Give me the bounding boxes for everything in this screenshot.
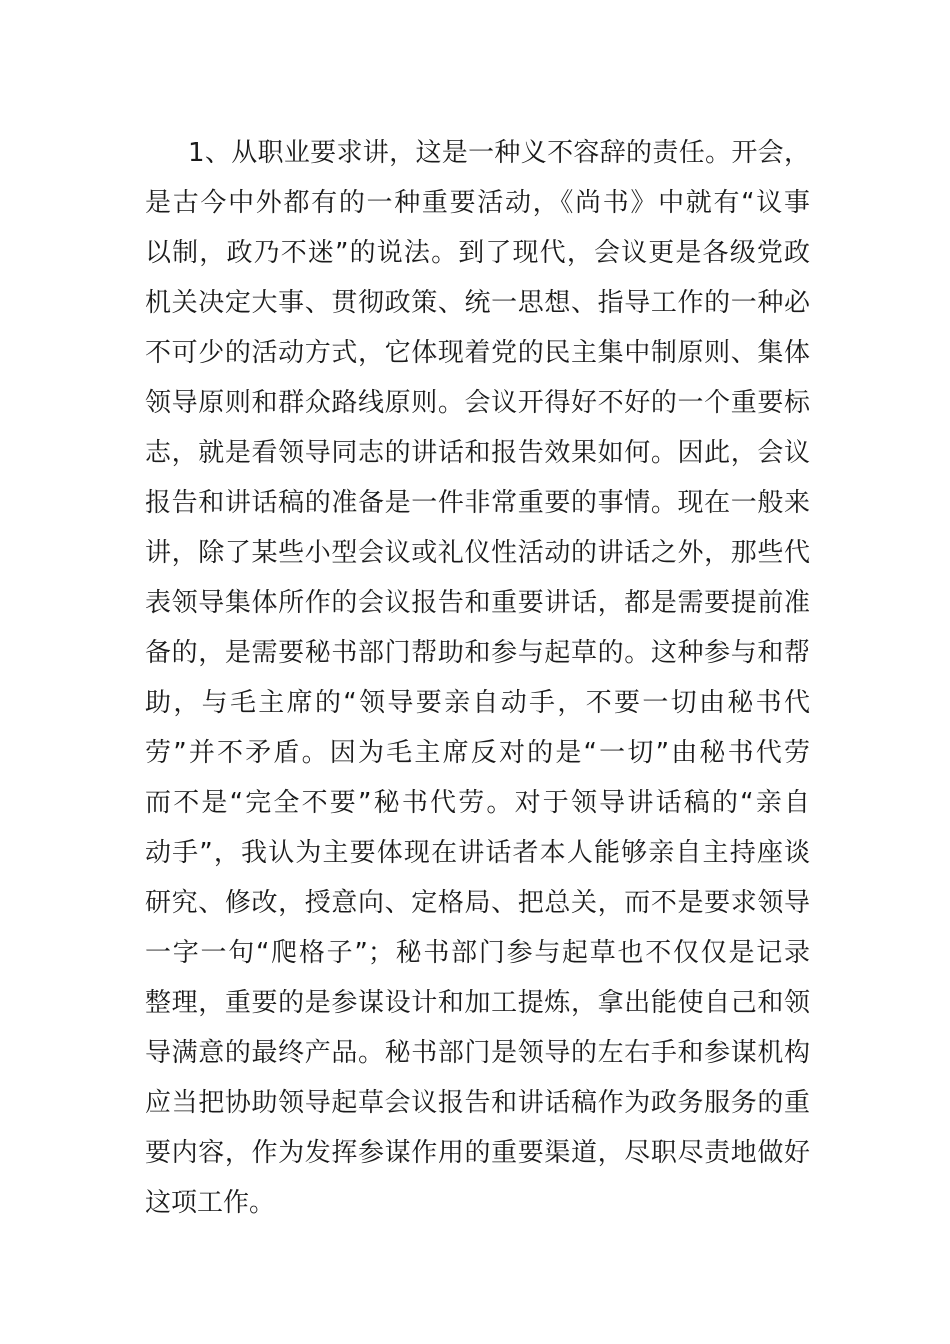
paragraph-line: 整理，重要的是参谋设计和加工提炼，拿出能使自己和领	[145, 988, 810, 1018]
paragraph-line: 备的，是需要秘书部门帮助和参与起草的。这种参与和帮	[145, 638, 810, 668]
paragraph-line: 动手”，我认为主要体现在讲话者本人能够亲自主持座谈	[145, 838, 810, 868]
paragraph-line: 一字一句“爬格子”；秘书部门参与起草也不仅仅是记录	[145, 938, 810, 968]
paragraph-line: 这项工作。	[145, 1188, 276, 1218]
paragraph-line: 是古今中外都有的一种重要活动，《尚书》中就有“议事	[145, 188, 810, 218]
paragraph-line: 机关决定大事、贯彻政策、统一思想、指导工作的一种必	[145, 288, 810, 318]
paragraph-line: 导满意的最终产品。秘书部门是领导的左右手和参谋机构	[145, 1038, 810, 1068]
paragraph-line: 志，就是看领导同志的讲话和报告效果如何。因此，会议	[145, 438, 810, 468]
paragraph-line: 领导原则和群众路线原则。会议开得好不好的一个重要标	[145, 388, 810, 418]
paragraph-line: 1、从职业要求讲，这是一种义不容辞的责任。开会，	[188, 138, 810, 168]
body-paragraph	[145, 128, 810, 1228]
paragraph-line: 报告和讲话稿的准备是一件非常重要的事情。现在一般来	[145, 488, 810, 518]
paragraph-line: 研究、修改，授意向、定格局、把总关，而不是要求领导	[145, 888, 810, 918]
paragraph-line: 应当把协助领导起草会议报告和讲话稿作为政务服务的重	[145, 1088, 810, 1118]
paragraph-line: 讲，除了某些小型会议或礼仪性活动的讲话之外，那些代	[145, 538, 810, 568]
paragraph-line: 劳”并不矛盾。因为毛主席反对的是“一切”由秘书代劳	[145, 738, 810, 768]
paragraph-line: 表领导集体所作的会议报告和重要讲话，都是需要提前准	[145, 588, 810, 618]
paragraph-line: 助，与毛主席的“领导要亲自动手，不要一切由秘书代	[145, 688, 810, 718]
paragraph-line: 要内容，作为发挥参谋作用的重要渠道，尽职尽责地做好	[145, 1138, 810, 1168]
paragraph-line: 而不是“完全不要”秘书代劳。对于领导讲话稿的“亲自	[145, 788, 810, 818]
paragraph-line: 不可少的活动方式，它体现着党的民主集中制原则、集体	[145, 338, 810, 368]
paragraph-line: 以制，政乃不迷”的说法。到了现代，会议更是各级党政	[145, 238, 810, 268]
